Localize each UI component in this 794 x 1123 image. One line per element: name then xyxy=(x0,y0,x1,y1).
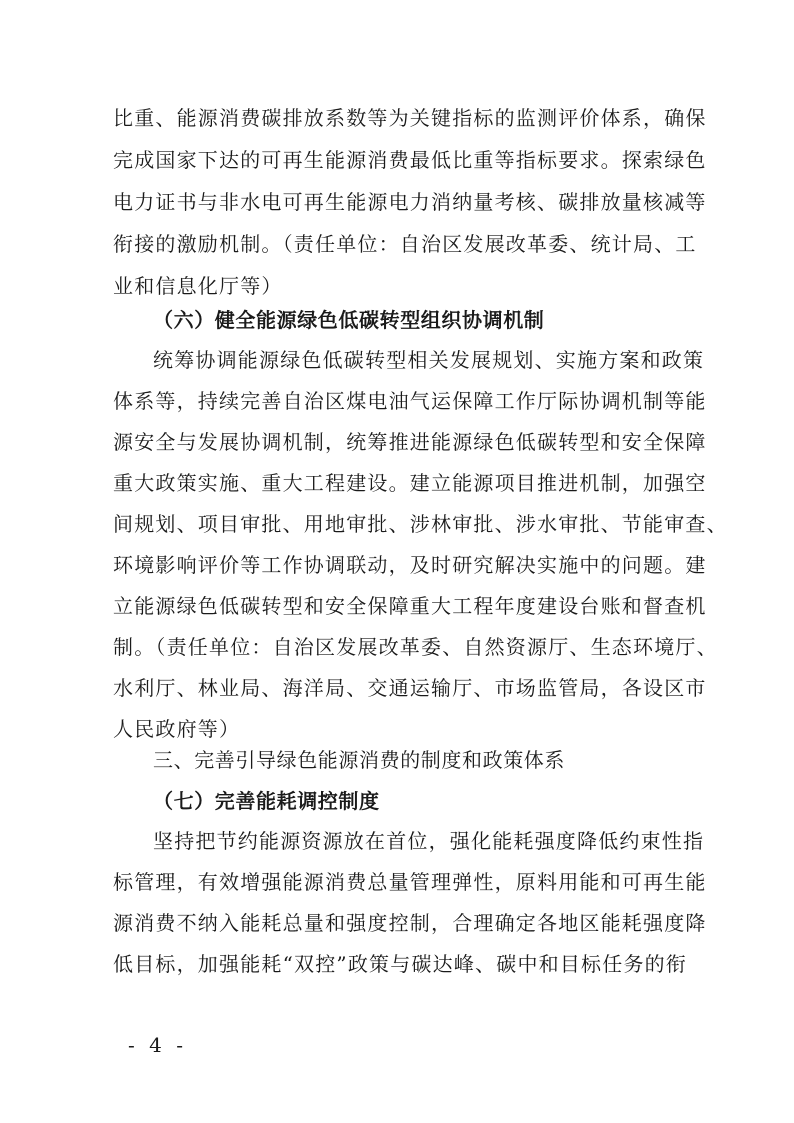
page-number: - 4 - xyxy=(128,1033,187,1057)
paragraph-line: 低目标，加强能耗“双控”政策与碳达峰、碳中和目标任务的衔 xyxy=(113,952,688,976)
paragraph-line: 体系等，持续完善自治区煤电油气运保障工作厅际协调机制等能 xyxy=(113,389,707,413)
paragraph-line: 坚持把节约能源资源放在首位，强化能耗强度降低约束性指 xyxy=(153,829,705,853)
paragraph-line: 比重、能源消费碳排放系数等为关键指标的监测评价体系，确保 xyxy=(113,106,707,130)
paragraph-line: 电力证书与非水电可再生能源电力消纳量考核、碳排放量核减等 xyxy=(113,190,707,214)
section-heading: （七）完善能耗调控制度 xyxy=(153,789,380,813)
paragraph-line: 完成国家下达的可再生能源消费最低比重等指标要求。探索绿色 xyxy=(113,148,707,172)
paragraph-line: 制。（责任单位：自治区发展改革委、自然资源厅、生态环境厅、 xyxy=(113,635,718,659)
chapter-heading: 三、完善引导绿色能源消费的制度和政策体系 xyxy=(153,748,565,772)
paragraph-line: 源安全与发展协调机制，统筹推进能源绿色低碳转型和安全保障 xyxy=(113,430,707,454)
paragraph-line: 衔接的激励机制。（责任单位：自治区发展改革委、统计局、工 xyxy=(113,232,697,256)
paragraph-line: 业和信息化厅等） xyxy=(113,274,283,298)
paragraph-line: 立能源绿色低碳转型和安全保障重大工程年度建设台账和督查机 xyxy=(113,594,707,618)
paragraph-line: 环境影响评价等工作协调联动，及时研究解决实施中的问题。建 xyxy=(113,553,707,577)
section-heading: （六）健全能源绿色低碳转型组织协调机制 xyxy=(153,308,545,332)
paragraph-line: 源消费不纳入能耗总量和强度控制，合理确定各地区能耗强度降 xyxy=(113,911,707,935)
paragraph-line: 人民政府等） xyxy=(113,717,241,741)
paragraph-line: 间规划、项目审批、用地审批、涉林审批、涉水审批、节能审查、 xyxy=(113,512,728,536)
paragraph-line: 重大政策实施、重大工程建设。建立能源项目推进机制，加强空 xyxy=(113,471,707,495)
paragraph-line: 标管理，有效增强能源消费总量管理弹性，原料用能和可再生能 xyxy=(113,870,707,894)
paragraph-line: 水利厅、林业局、海洋局、交通运输厅、市场监管局，各设区市 xyxy=(113,676,707,700)
paragraph-line: 统筹协调能源绿色低碳转型相关发展规划、实施方案和政策 xyxy=(153,348,705,372)
